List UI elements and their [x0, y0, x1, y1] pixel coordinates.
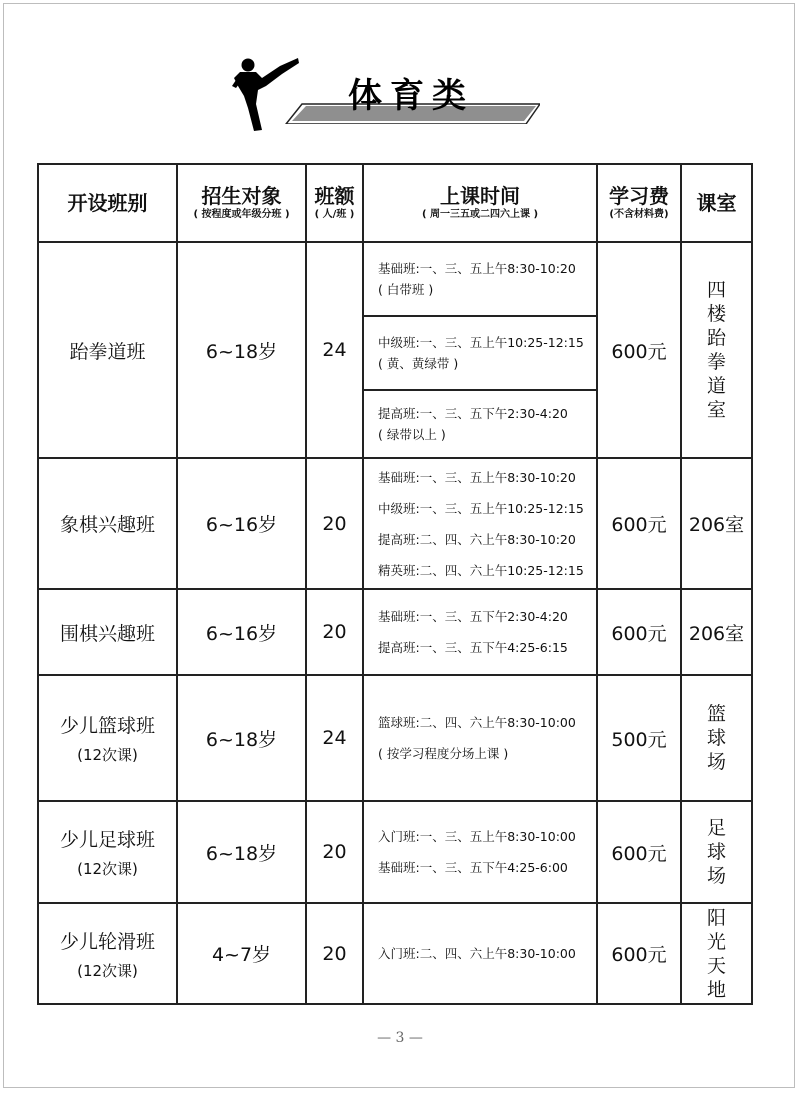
table-row — [38, 801, 752, 903]
class-time: 基础班:一、三、五下午2:30-4:20 提高班:一、三、五下午4:25-6:15 — [363, 589, 597, 675]
class-time: 入门班:二、四、六上午8:30-10:00 — [363, 903, 597, 1004]
header — [0, 0, 800, 150]
class-age: 6~16岁 — [177, 458, 306, 589]
class-time: 提高班:一、三、五下午2:30-4:20 ( 绿带以上 ) — [363, 390, 597, 458]
header-row — [38, 164, 752, 242]
class-room: 206室 — [681, 589, 752, 675]
class-age: 4~7岁 — [177, 903, 306, 1004]
class-name: 跆拳道班 — [38, 242, 177, 458]
class-name: 少儿轮滑班 (12次课) — [38, 903, 177, 1004]
table-row — [38, 675, 752, 801]
class-name: 少儿足球班 (12次课) — [38, 801, 177, 903]
col-header-fee: 学习费 (不含材料费) — [597, 164, 681, 242]
class-name: 象棋兴趣班 — [38, 458, 177, 589]
class-fee: 500元 — [597, 675, 681, 801]
class-fee: 600元 — [597, 458, 681, 589]
table-row — [38, 458, 752, 589]
col-header-time: 上课时间 ( 周一三五或二四六上课 ) — [363, 164, 597, 242]
class-age: 6~18岁 — [177, 801, 306, 903]
table-row — [38, 903, 752, 1004]
class-age: 6~18岁 — [177, 675, 306, 801]
col-header-class: 开设班别 — [38, 164, 177, 242]
class-name: 少儿篮球班 (12次课) — [38, 675, 177, 801]
page-number: — 3 — — [377, 1030, 423, 1046]
col-header-room: 课室 — [681, 164, 752, 242]
table-row — [38, 589, 752, 675]
class-size: 20 — [306, 801, 363, 903]
class-size: 24 — [306, 242, 363, 458]
class-age: 6~16岁 — [177, 589, 306, 675]
class-time: 篮球班:二、四、六上午8:30-10:00 ( 按学习程度分场上课 ) — [363, 675, 597, 801]
class-time: 入门班:一、三、五上午8:30-10:00 基础班:一、三、五下午4:25-6:00 — [363, 801, 597, 903]
col-header-size: 班额 ( 人/班 ) — [306, 164, 363, 242]
class-age: 6~18岁 — [177, 242, 306, 458]
table-row — [38, 242, 752, 316]
class-size: 20 — [306, 458, 363, 589]
class-fee: 600元 — [597, 801, 681, 903]
class-room: 四楼跆拳道室 — [681, 242, 752, 458]
class-time: 基础班:一、三、五上午8:30-10:20 ( 白带班 ) — [363, 242, 597, 316]
class-room: 篮球场 — [681, 675, 752, 801]
class-time: 中级班:一、三、五上午10:25-12:15 ( 黄、黄绿带 ) — [363, 316, 597, 390]
class-room: 206室 — [681, 458, 752, 589]
page-title: 体育类 — [348, 76, 474, 116]
class-room: 阳光天地 — [681, 903, 752, 1004]
class-room: 足球场 — [681, 801, 752, 903]
class-time: 基础班:一、三、五上午8:30-10:20 中级班:一、三、五上午10:25-12:15 提高班:二、四、六上午8:30-10:20 精英班:二、四、六上午10:25-12:15 — [363, 458, 597, 589]
class-size: 20 — [306, 903, 363, 1004]
class-name: 围棋兴趣班 — [38, 589, 177, 675]
class-fee: 600元 — [597, 242, 681, 458]
schedule-table — [37, 163, 753, 1005]
class-size: 24 — [306, 675, 363, 801]
class-fee: 600元 — [597, 589, 681, 675]
col-header-target: 招生对象 ( 按程度或年级分班 ) — [177, 164, 306, 242]
class-fee: 600元 — [597, 903, 681, 1004]
class-size: 20 — [306, 589, 363, 675]
